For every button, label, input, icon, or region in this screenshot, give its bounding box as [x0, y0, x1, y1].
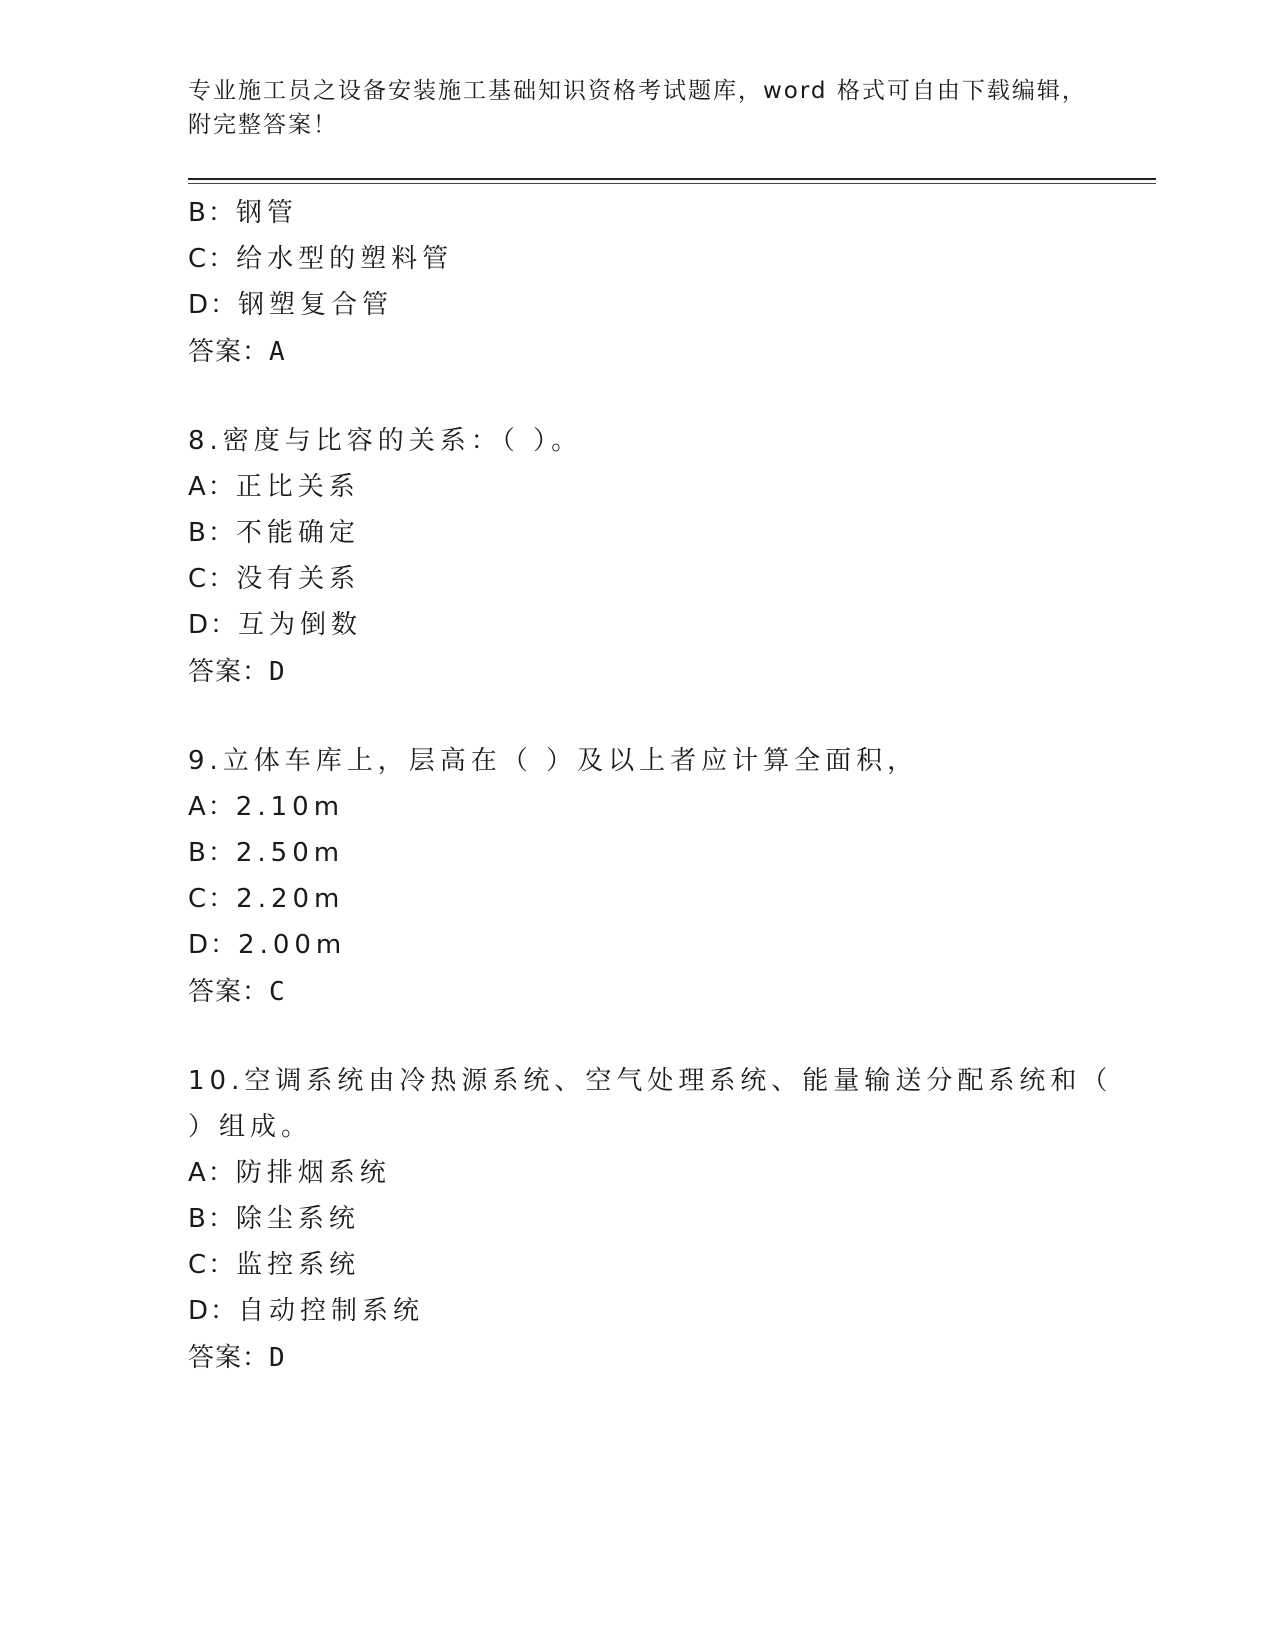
- option-key: B：: [188, 1204, 236, 1234]
- question-10: [188, 1058, 1113, 1380]
- question-7-tail: [188, 190, 1088, 374]
- option-text: 自动控制系统: [238, 1296, 425, 1326]
- option-key: B：: [188, 518, 236, 548]
- header-divider-thick: [188, 178, 1156, 180]
- option-c: [188, 876, 1088, 922]
- answer-value: A: [269, 337, 286, 367]
- question-stem-line-1: 10.空调系统由冷热源系统、空气处理系统、能量输送分配系统和（: [188, 1066, 1113, 1096]
- option-d: [188, 282, 1088, 328]
- option-key: D：: [188, 1296, 239, 1326]
- question-stem: 9.立体车库上，层高在（ ）及以上者应计算全面积，: [188, 746, 919, 776]
- option-d: [188, 922, 1088, 968]
- option-c: [188, 556, 1088, 602]
- option-key: A：: [188, 472, 236, 502]
- option-text: 不能确定: [235, 518, 360, 548]
- option-text: 钢塑复合管: [238, 290, 394, 320]
- option-a: [188, 1150, 1088, 1196]
- document-header: [188, 74, 1088, 142]
- answer-line: [188, 648, 1088, 694]
- question-stem: 8.密度与比容的关系：（ ）。: [188, 426, 583, 456]
- option-key: D：: [188, 290, 239, 320]
- answer-value: D: [269, 657, 286, 687]
- answer-value: C: [269, 977, 286, 1007]
- option-b: [188, 510, 1088, 556]
- option-key: C：: [188, 244, 237, 274]
- option-c: [188, 1242, 1088, 1288]
- option-text: 2.10m: [235, 792, 345, 822]
- spacer: [188, 694, 1088, 738]
- question-list: [188, 190, 1113, 1380]
- option-key: B：: [188, 838, 236, 868]
- option-b: [188, 1196, 1088, 1242]
- option-a: [188, 464, 1088, 510]
- question-9: [188, 738, 1088, 1014]
- option-text: 正比关系: [235, 472, 360, 502]
- answer-value: D: [269, 1343, 286, 1373]
- option-key: C：: [188, 564, 237, 594]
- option-key: C：: [188, 1250, 237, 1280]
- answer-label: 答案：: [188, 976, 270, 1006]
- option-text: 互为倒数: [238, 610, 363, 640]
- answer-line: [188, 1334, 1088, 1380]
- option-key: A：: [188, 792, 236, 822]
- option-b: [188, 190, 1088, 236]
- question-stem-line-2: ）组成。: [188, 1112, 313, 1142]
- option-text: 监控系统: [236, 1250, 361, 1280]
- answer-label: 答案：: [188, 1342, 270, 1372]
- option-key: A：: [188, 1158, 236, 1188]
- answer-line: [188, 968, 1088, 1014]
- option-key: B：: [188, 198, 236, 228]
- spacer: [188, 374, 1088, 418]
- spacer: [188, 1014, 1088, 1058]
- option-key: D：: [188, 610, 239, 640]
- question-8: [188, 418, 1088, 694]
- option-text: 2.50m: [235, 838, 345, 868]
- answer-label: 答案：: [188, 656, 270, 686]
- option-text: 2.00m: [238, 930, 347, 960]
- answer-label: 答案：: [188, 336, 270, 366]
- option-text: 没有关系: [236, 564, 361, 594]
- option-text: 除尘系统: [235, 1204, 360, 1234]
- option-text: 防排烟系统: [235, 1158, 391, 1188]
- header-divider-thin: [188, 183, 1156, 184]
- option-key: C：: [188, 884, 237, 914]
- answer-line: [188, 328, 1088, 374]
- option-c: [188, 236, 1088, 282]
- option-text: 给水型的塑料管: [236, 244, 454, 274]
- header-line-2: 附完整答案！: [188, 112, 338, 138]
- option-d: [188, 602, 1088, 648]
- option-d: [188, 1288, 1088, 1334]
- option-a: [188, 784, 1088, 830]
- option-text: 钢管: [235, 198, 298, 228]
- option-b: [188, 830, 1088, 876]
- option-key: D：: [188, 930, 239, 960]
- option-text: 2.20m: [236, 884, 345, 914]
- header-line-1: 专业施工员之设备安装施工基础知识资格考试题库，word 格式可自由下载编辑，: [188, 78, 1087, 104]
